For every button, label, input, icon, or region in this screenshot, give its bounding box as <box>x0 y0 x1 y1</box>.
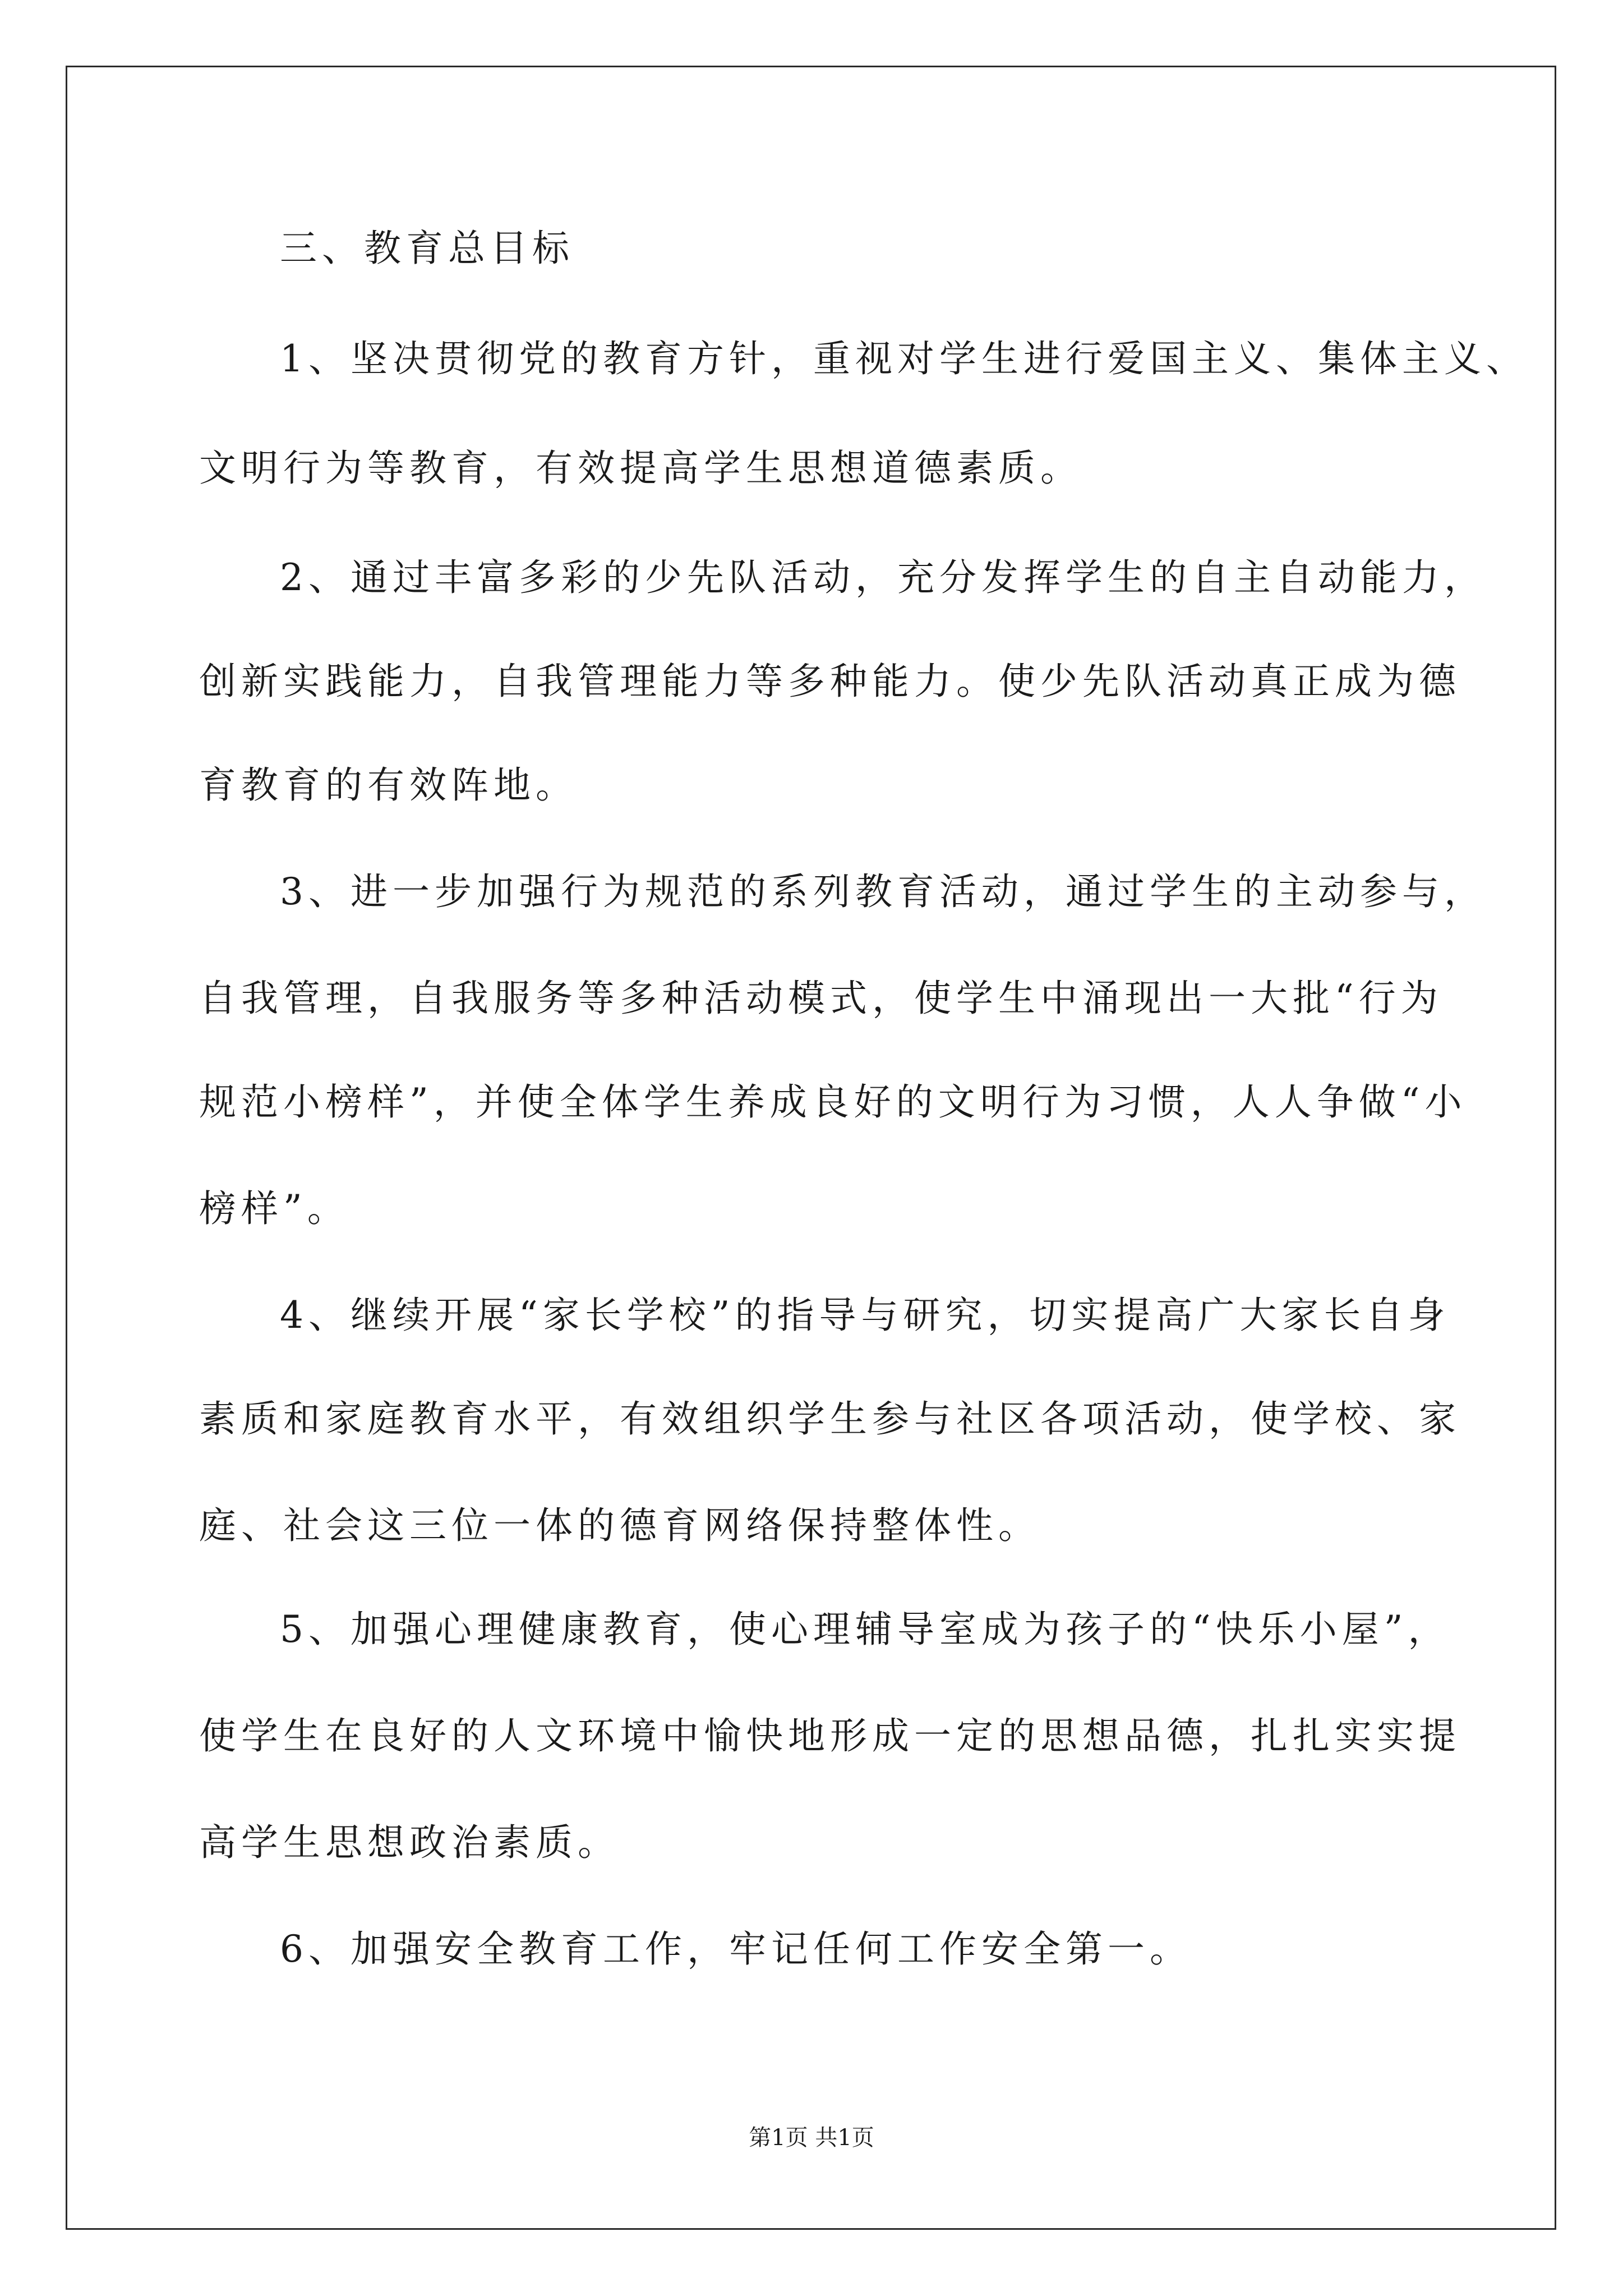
paragraph-5-line-1: 5、加强心理健康教育，使心理辅导室成为孩子的“快乐小屋”， <box>280 1608 1450 1651</box>
paragraph-4-line-1: 4、继续开展“家长学校”的指导与研究，切实提高广大家长自身 <box>280 1294 1450 1337</box>
page-number-footer: 第1页 共1页 <box>749 2125 874 2151</box>
paragraph-5-line-3: 高学生思想政治素质。 <box>199 1821 620 1864</box>
paragraph-3-line-1: 3、进一步加强行为规范的系列教育活动，通过学生的主动参与， <box>280 870 1486 913</box>
paragraph-5-line-2: 使学生在良好的人文环境中愉快地形成一定的思想品德，扎扎实实提 <box>199 1714 1461 1757</box>
section-heading: 三、教育总目标 <box>280 227 574 270</box>
paragraph-6-line-1: 6、加强安全教育工作，牢记任何工作安全第一。 <box>280 1927 1192 1971</box>
paragraph-3-line-2: 自我管理，自我服务等多种活动模式，使学生中涌现出一大批“行为 <box>199 977 1443 1020</box>
paragraph-2-line-3: 育教育的有效阵地。 <box>199 763 578 807</box>
paragraph-2-line-2: 创新实践能力，自我管理能力等多种能力。使少先队活动真正成为德 <box>199 660 1461 703</box>
paragraph-3-line-3: 规范小榜样”，并使全体学生养成良好的文明行为习惯，人人争做“小 <box>199 1080 1467 1124</box>
paragraph-1-line-2: 文明行为等教育，有效提高学生思想道德素质。 <box>199 447 1082 490</box>
paragraph-1-line-1: 1、坚决贯彻党的教育方针，重视对学生进行爱国主义、集体主义、 <box>280 337 1528 380</box>
paragraph-4-line-3: 庭、社会这三位一体的德育网络保持整体性。 <box>199 1504 1040 1547</box>
paragraph-4-line-2: 素质和家庭教育水平，有效组织学生参与社区各项活动，使学校、家 <box>199 1397 1461 1441</box>
paragraph-3-line-4: 榜样”。 <box>199 1187 349 1230</box>
page-border <box>66 66 1556 2230</box>
paragraph-2-line-1: 2、通过丰富多彩的少先队活动，充分发挥学生的自主自动能力， <box>280 556 1486 599</box>
